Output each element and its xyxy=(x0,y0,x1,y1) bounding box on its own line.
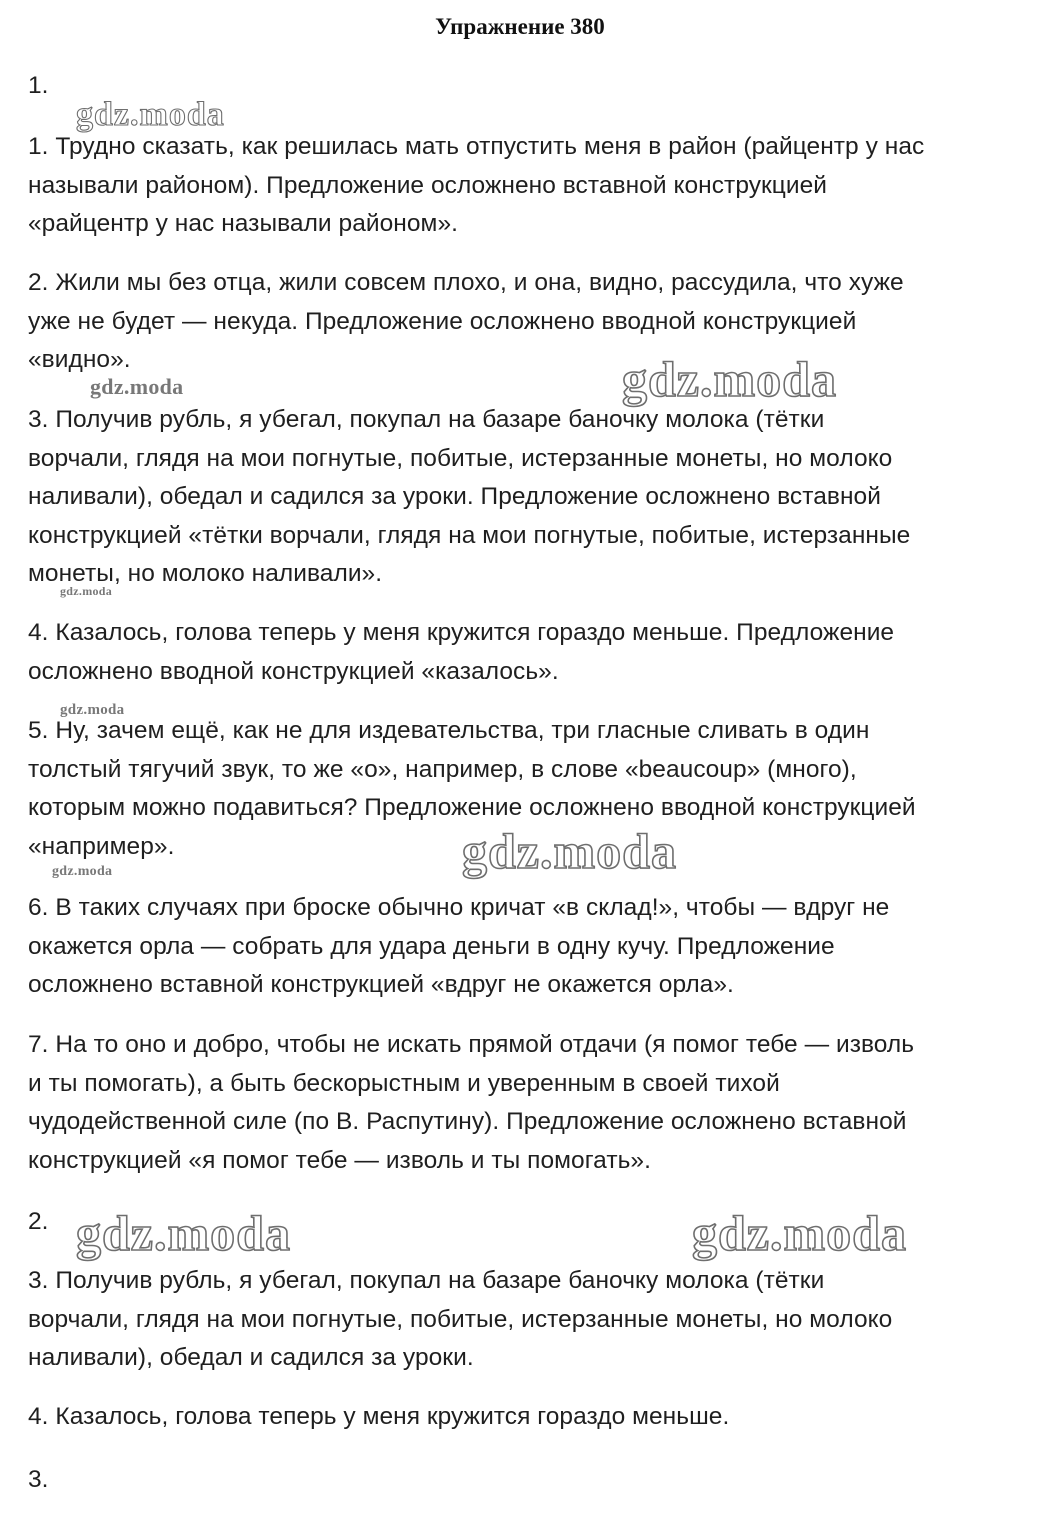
text-line: 3. Получив рубль, я убегал, покупал на базаре баночку молока (тётки xyxy=(28,1267,825,1294)
text-line: ворчали, глядя на мои погнутые, побитые, истерзанные монеты, но молоко xyxy=(28,1305,893,1333)
text-line: которым можно подавиться? Предложение осложнено вводной конструкцией xyxy=(28,794,916,821)
text-line: наливали), обедал и садился за уроки. xyxy=(28,1344,474,1371)
text-line: «райцентр у нас называли районом». xyxy=(28,210,458,237)
watermark-logo: gdz.moda xyxy=(692,1205,907,1261)
answer-paragraph-1 xyxy=(28,128,924,244)
text-line: окажется орла — собрать для удара деньги в одну кучу. Предложение xyxy=(28,932,835,960)
text-line: 7. На то оно и добро, чтобы не искать прямой отдачи (я помог тебе — изволь xyxy=(28,1031,915,1058)
text-line: толстый тягучий звук, то же «о», например, в слове «beaucoup» (много), xyxy=(28,755,857,783)
watermark-logo: gdz.moda xyxy=(76,1205,291,1261)
part2-paragraph-4 xyxy=(28,1398,729,1437)
text-line: и ты помогать), а быть бескорыстным и уверенным в своей тихой xyxy=(28,1069,780,1097)
text-line: 1. Трудно сказать, как решилась мать отпустить меня в район (райцентр у нас xyxy=(28,133,925,160)
text-line: 4. Казалось, голова теперь у меня кружится гораздо меньше. xyxy=(28,1403,730,1430)
watermark-logo: gdz.moda xyxy=(622,351,837,407)
text-line: «например». xyxy=(28,832,175,860)
text-line: уже не будет — некуда. Предложение осложнено вводной конструкцией xyxy=(28,307,857,335)
answer-paragraph-6 xyxy=(28,889,889,1005)
watermark-logo: gdz.moda xyxy=(60,584,113,598)
answer-paragraph-3 xyxy=(28,401,910,594)
text-line: наливали), обедал и садился за уроки. Предложение осложнено вставной xyxy=(28,483,881,510)
text-line: называли районом). Предложение осложнено вставной конструкцией xyxy=(28,171,828,199)
text-line: 3. Получив рубль, я убегал, покупал на базаре баночку молока (тётки xyxy=(28,406,825,433)
text-line: конструкцией «я помог тебе — изволь и ты помогать». xyxy=(28,1146,651,1174)
text-line: осложнено вводной конструкцией «казалось». xyxy=(28,657,559,685)
part2-paragraph-3 xyxy=(28,1262,892,1378)
answer-paragraph-7 xyxy=(28,1026,914,1180)
section-number-3: 3. xyxy=(28,1466,49,1493)
exercise-title: Упражнение 380 xyxy=(435,14,605,39)
text-line: 5. Ну, зачем ещё, как не для издевательства, три гласные сливать в один xyxy=(28,717,870,744)
text-line: чудодейственной силе (по В. Распутину). Предложение осложнено вставной xyxy=(28,1108,907,1135)
section-number-2: 2. xyxy=(28,1208,49,1235)
text-line: 4. Казалось, голова теперь у меня кружится гораздо меньше. Предложение xyxy=(28,619,895,646)
text-line: конструкцией «тётки ворчали, глядя на мои погнутые, побитые, истерзанные xyxy=(28,521,911,549)
watermark-logo: gdz.moda xyxy=(76,96,225,133)
watermark-logo: gdz.moda xyxy=(462,823,677,879)
answer-paragraph-4 xyxy=(28,614,894,691)
text-line: осложнено вставной конструкцией «вдруг не окажется орла». xyxy=(28,971,734,998)
text-line: 6. В таких случаях при броске обычно кричат «в склад!», чтобы — вдруг не xyxy=(28,894,890,921)
text-line: монеты, но молоко наливали». xyxy=(28,560,383,587)
text-line: ворчали, глядя на мои погнутые, побитые, истерзанные монеты, но молоко xyxy=(28,444,893,472)
watermark-logo: gdz.moda xyxy=(90,374,184,399)
section-number-1: 1. xyxy=(28,72,49,99)
watermark-logo: gdz.moda xyxy=(60,702,125,718)
text-line: «видно». xyxy=(28,346,131,373)
watermark-logo: gdz.moda xyxy=(52,864,113,879)
text-line: 2. Жили мы без отца, жили совсем плохо, и она, видно, рассудила, что хуже xyxy=(28,269,904,296)
